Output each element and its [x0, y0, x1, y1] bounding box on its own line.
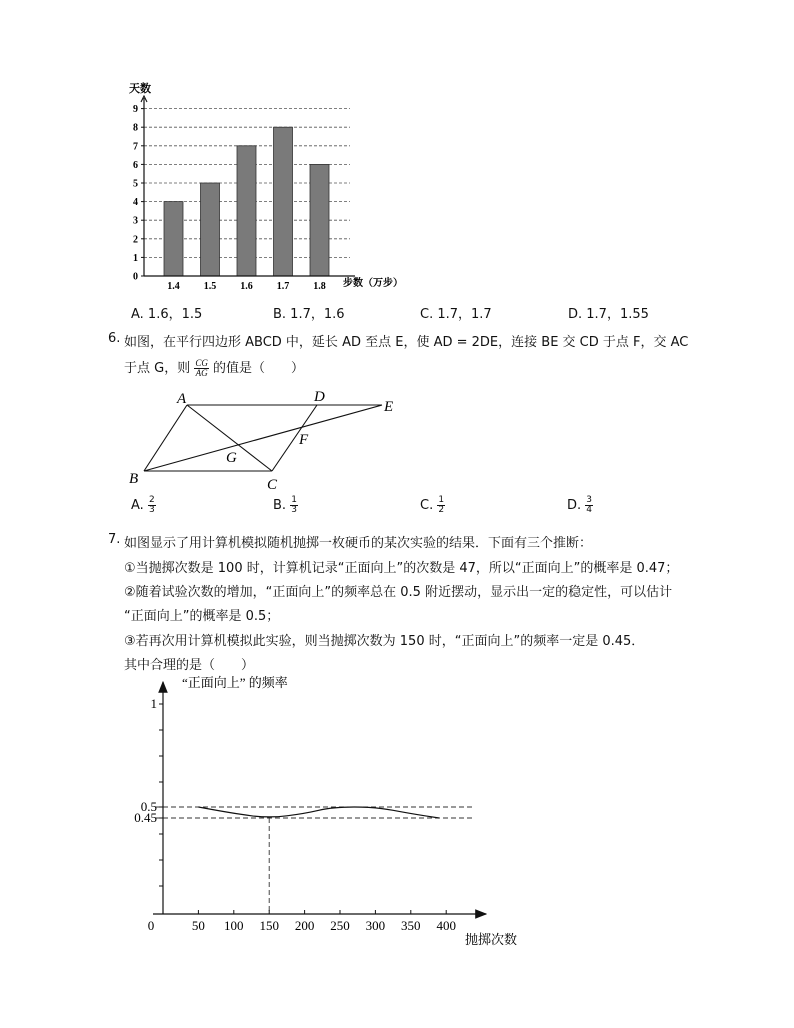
bar-y-tick-label: 9 [133, 104, 138, 116]
bar-1.5 [201, 183, 220, 276]
q6-option-d[interactable] [567, 496, 593, 515]
frequency-curve [198, 807, 439, 818]
bar-y-tick-label: 7 [133, 141, 138, 153]
bar-x-tick-label: 1.6 [240, 281, 253, 292]
q6-ratio-fraction [194, 359, 209, 378]
freq-x-axis-label: 抛掷次数 [465, 932, 518, 947]
bar-y-tick-label: 0 [133, 271, 138, 283]
bar-1.4 [164, 202, 183, 276]
q6-option-d-label: D. [567, 498, 582, 513]
bar-1.7 [274, 127, 293, 276]
bar-x-tick-label: 1.8 [313, 281, 326, 292]
point-f-label: F [299, 432, 309, 448]
point-g-label: G [226, 450, 237, 466]
q6-ratio-numerator: CG [195, 358, 208, 368]
q7-question: 其中合理的是（ ） [124, 658, 255, 673]
point-c-label: C [267, 477, 278, 493]
freq-x-tick-label: 300 [365, 918, 386, 933]
freq-y-tick-label: 0.5 [140, 799, 157, 814]
bar-y-tick-label: 2 [133, 234, 138, 246]
bar-x-tick-label: 1.7 [276, 281, 290, 292]
q6-option-a[interactable] [131, 496, 156, 515]
q7-number: 7. [108, 532, 121, 547]
bar-x-axis-label: 步数（万步） [343, 278, 403, 289]
q5-option-a[interactable]: A. 1.6，1.5 [131, 307, 203, 322]
bar-y-tick-label: 4 [133, 197, 138, 209]
bar-y-tick-label: 5 [133, 178, 138, 190]
parallelogram-figure [120, 386, 410, 496]
freq-y-tick-label: 1 [150, 696, 157, 711]
bar-y-tick-label: 8 [133, 122, 138, 134]
q7-statement-2-cont: “正面向上”的概率是 0.5； [124, 609, 280, 624]
bar-x-tick-label: 1.5 [203, 281, 217, 292]
q6-option-d-num: 3 [586, 495, 593, 505]
q6-ratio-denominator: AG [195, 368, 208, 378]
point-d-label: D [314, 389, 325, 405]
q7-statement-2: ②随着试验次数的增加，“正面向上”的频率总在 0.5 附近摆动，显示出一定的稳定性，可以估计 [124, 585, 673, 600]
q6-option-a-label: A. [131, 498, 144, 513]
q7-statement-1: ①当抛掷次数是 100 时，计算机记录“正面向上”的次数是 47，所以“正面向上”的概率是 0.47； [124, 561, 679, 576]
freq-y-axis-label: “正面向上” 的频率 [182, 675, 288, 690]
point-e-label: E [384, 399, 394, 415]
bar-x-tick-label: 1.4 [167, 281, 180, 292]
freq-x-tick-label: 350 [401, 918, 421, 933]
q6-option-b-label: B. [273, 498, 287, 513]
q6-option-c-label: C. [420, 498, 434, 513]
q5-option-b[interactable]: B. 1.7，1.6 [273, 307, 345, 322]
q6-option-d-den: 4 [586, 505, 593, 515]
freq-x-tick-label: 200 [294, 918, 315, 933]
freq-x-tick-label: 50 [191, 918, 205, 933]
freq-y-tick-label: 0.45 [134, 810, 157, 825]
point-b-label: B [129, 471, 139, 487]
q6-option-c[interactable] [420, 496, 445, 515]
bar-chart [110, 72, 430, 294]
q6-stem-line2 [124, 357, 304, 378]
frequency-chart [130, 672, 518, 952]
q6-stem-line2-end: 的值是（ ） [213, 361, 305, 376]
bar-1.8 [310, 164, 329, 276]
q5-option-d[interactable]: D. 1.7，1.55 [568, 307, 649, 322]
freq-x-tick-label: 100 [224, 918, 244, 933]
q6-number: 6. [108, 331, 121, 346]
q6-option-b-num: 1 [291, 495, 297, 505]
bar-1.6 [237, 146, 256, 276]
freq-x-tick-label: 0 [147, 918, 155, 933]
bar-y-axis-label: 天数 [129, 83, 151, 95]
q6-option-b-den: 3 [291, 505, 297, 515]
q6-option-a-num: 2 [148, 495, 155, 505]
bar-y-tick-label: 6 [133, 159, 138, 171]
point-a-label: A [177, 391, 187, 407]
bar-y-tick-label: 1 [133, 252, 138, 264]
bar-y-tick-label: 3 [133, 215, 138, 227]
q6-option-b[interactable] [273, 496, 298, 515]
q6-option-c-den: 2 [438, 505, 445, 515]
q6-option-c-num: 1 [438, 495, 445, 505]
q6-stem-line1: 如图，在平行四边形 ABCD 中，延长 AD 至点 E，使 AD = 2DE，连接 BE 交 CD 于点 F，交 AC [124, 335, 689, 350]
q7-stem: 如图显示了用计算机模拟随机抛掷一枚硬币的某次实验的结果．下面有三个推断： [124, 536, 593, 551]
q6-stem-line2-start: 于点 G，则 [124, 361, 191, 376]
freq-x-tick-label: 150 [259, 918, 279, 933]
freq-x-tick-label: 250 [330, 918, 350, 933]
q5-option-c[interactable]: C. 1.7，1.7 [420, 307, 492, 322]
freq-x-tick-label: 400 [436, 918, 456, 933]
q6-option-a-den: 3 [148, 505, 155, 515]
q7-statement-3: ③若再次用计算机模拟此实验，则当抛掷次数为 150 时，“正面向上”的频率一定是 0.45． [124, 634, 645, 649]
